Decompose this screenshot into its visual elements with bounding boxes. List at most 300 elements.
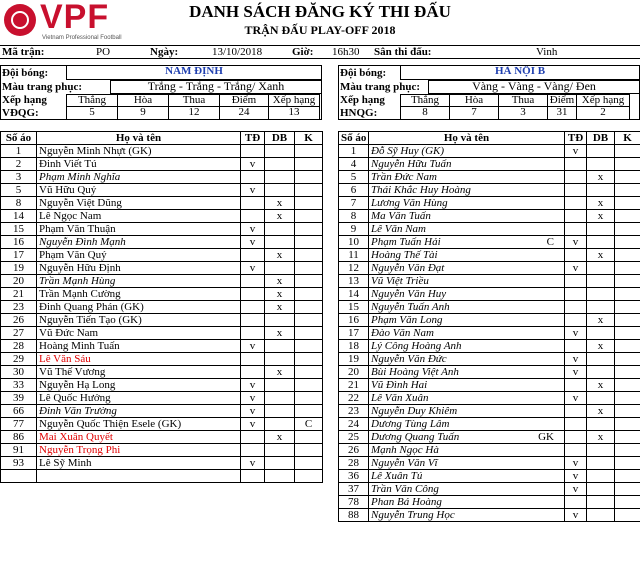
td-mark (241, 444, 265, 457)
shirt-number: 77 (1, 418, 37, 431)
shirt-number: 15 (339, 301, 369, 314)
db-mark (587, 236, 615, 249)
right-stats-header: Thắng (400, 94, 450, 107)
shirt-number: 24 (339, 418, 369, 431)
player-name: Mạnh Ngọc Hà (371, 443, 439, 456)
table-row (339, 223, 640, 236)
td-mark (241, 275, 265, 288)
left-stats-value: 12 (168, 106, 220, 120)
player-name-cell (37, 184, 241, 197)
left-team-name-cell (66, 66, 322, 80)
player-name-cell (369, 405, 565, 418)
table-row (339, 405, 640, 418)
shirt-number: 33 (1, 379, 37, 392)
td-mark (241, 145, 265, 158)
table-row (339, 379, 640, 392)
td-mark (565, 288, 587, 301)
table-row (339, 366, 640, 379)
k-mark (295, 184, 323, 197)
shirt-number: 20 (339, 366, 369, 379)
player-name-cell (37, 145, 241, 158)
db-mark (587, 483, 615, 496)
player-name: Thái Khắc Huy Hoàng (371, 183, 471, 196)
k-mark (615, 223, 640, 236)
db-mark (265, 314, 295, 327)
td-mark: v (565, 392, 587, 405)
db-mark: x (587, 379, 615, 392)
td-mark (241, 301, 265, 314)
k-mark (615, 171, 640, 184)
td-mark (565, 314, 587, 327)
player-name: Lê Xuân Tú (371, 469, 423, 482)
shirt-number: 86 (1, 431, 37, 444)
player-name-cell (369, 444, 565, 457)
match-date-label: Ngày: (150, 46, 179, 58)
player-name-cell (369, 184, 565, 197)
shirt-number: 9 (339, 223, 369, 236)
shirt-number: 15 (1, 223, 37, 236)
player-name-cell (369, 327, 565, 340)
table-row (339, 275, 640, 288)
td-mark: v (241, 405, 265, 418)
player-name: Đỗ Sỹ Huy (GK) (371, 144, 445, 157)
db-mark (587, 327, 615, 340)
shirt-number: 3 (1, 171, 37, 184)
db-mark (265, 392, 295, 405)
shirt-number: 91 (1, 444, 37, 457)
db-mark (587, 262, 615, 275)
k-mark (295, 444, 323, 457)
shirt-number: 39 (1, 392, 37, 405)
db-mark (265, 418, 295, 431)
match-time: 16h30 (332, 46, 360, 58)
k-mark (295, 392, 323, 405)
shirt-number: 36 (339, 470, 369, 483)
shirt-number (1, 470, 37, 483)
table-row (1, 171, 323, 184)
player-name-cell (369, 431, 565, 444)
db-mark (587, 470, 615, 483)
player-name: Nguyễn Hữu Tuấn (371, 157, 452, 170)
k-mark: C (295, 418, 323, 431)
shirt-number: 30 (1, 366, 37, 379)
player-name: Phạm Văn Quý (39, 248, 107, 261)
td-mark: v (241, 379, 265, 392)
player-name-cell (37, 340, 241, 353)
player-name: Trần Văn Công (371, 482, 439, 495)
table-row (339, 418, 640, 431)
player-name: Nguyễn Văn Huy (371, 287, 447, 300)
player-name-cell (37, 418, 241, 431)
player-name-cell (369, 288, 565, 301)
db-mark (265, 353, 295, 366)
table-row (1, 314, 323, 327)
player-name-cell (369, 353, 565, 366)
td-mark (241, 353, 265, 366)
table-row (1, 340, 323, 353)
left-player-table (0, 131, 323, 483)
player-name-cell (37, 275, 241, 288)
db-mark (587, 509, 615, 522)
left-league-label: VĐQG: (2, 107, 39, 119)
player-name-cell (37, 444, 241, 457)
table-row (1, 262, 323, 275)
db-mark (587, 223, 615, 236)
table-row (1, 431, 323, 444)
table-row (339, 145, 640, 158)
db-mark: x (587, 340, 615, 353)
shirt-number: 2 (1, 158, 37, 171)
shirt-number: 17 (1, 249, 37, 262)
td-mark (241, 249, 265, 262)
player-name: Nguyễn Quốc Thiện Esele (GK) (39, 417, 182, 430)
player-name-cell (37, 171, 241, 184)
db-mark (265, 470, 295, 483)
right-stats-header: Hòa (449, 94, 499, 107)
shirt-number: 29 (1, 353, 37, 366)
player-name: Ma Văn Tuấn (371, 209, 431, 222)
td-mark (565, 223, 587, 236)
player-name-cell (369, 483, 565, 496)
player-name: Lý Công Hoàng Anh (371, 339, 462, 352)
shirt-number: 14 (339, 288, 369, 301)
db-mark: x (265, 288, 295, 301)
player-name-cell (37, 470, 241, 483)
db-mark (587, 392, 615, 405)
shirt-number: 25 (339, 431, 369, 444)
player-name-cell (369, 223, 565, 236)
k-mark (295, 301, 323, 314)
td-mark (565, 496, 587, 509)
player-name-cell (37, 392, 241, 405)
player-name: Vũ Hữu Quý (39, 183, 97, 196)
shirt-number: 18 (339, 340, 369, 353)
right-stats-header: Điểm (547, 94, 577, 107)
td-mark (565, 340, 587, 353)
player-name-cell (37, 249, 241, 262)
player-name: Dương Quang Tuấn (371, 430, 460, 443)
column-header: Họ và tên (37, 132, 241, 145)
player-name-cell (369, 379, 565, 392)
player-name-cell (37, 288, 241, 301)
player-name-cell (369, 197, 565, 210)
player-name: Bùi Hoàng Việt Anh (371, 365, 459, 378)
td-mark: v (241, 457, 265, 470)
right-team-name: HÀ NỘI B (494, 66, 546, 77)
match-code-label: Mã trận: (2, 46, 45, 58)
k-mark (295, 288, 323, 301)
left-stats-value: 5 (66, 106, 118, 120)
k-mark (615, 496, 640, 509)
shirt-number: 93 (1, 457, 37, 470)
td-mark (565, 171, 587, 184)
player-name: Vũ Đình Hai (371, 378, 428, 391)
db-mark (265, 158, 295, 171)
table-row (1, 184, 323, 197)
player-name: Lê Văn Sáu (39, 352, 91, 365)
player-name-cell (369, 314, 565, 327)
db-mark (587, 275, 615, 288)
shirt-number: 23 (1, 301, 37, 314)
table-row (1, 288, 323, 301)
td-mark: v (565, 483, 587, 496)
db-mark (587, 457, 615, 470)
k-mark (615, 379, 640, 392)
k-mark (295, 431, 323, 444)
right-stats-value: 7 (449, 106, 499, 120)
td-mark: v (565, 353, 587, 366)
td-mark (565, 379, 587, 392)
db-mark (265, 457, 295, 470)
player-name: Phan Bá Hoàng (371, 495, 442, 508)
right-league-label: HNQG: (340, 107, 378, 119)
right-team-label: Đội bóng: (340, 67, 387, 79)
k-mark (615, 457, 640, 470)
player-name: Nguyễn Duy Khiêm (371, 404, 458, 417)
shirt-number: 1 (1, 145, 37, 158)
shirt-number: 1 (339, 145, 369, 158)
shirt-number: 26 (1, 314, 37, 327)
db-mark: x (587, 314, 615, 327)
player-tag: C (546, 235, 554, 248)
db-mark (265, 223, 295, 236)
k-mark (295, 262, 323, 275)
table-row (1, 327, 323, 340)
k-mark (295, 171, 323, 184)
player-name-cell (369, 171, 565, 184)
k-mark (295, 275, 323, 288)
td-mark (565, 197, 587, 210)
db-mark (265, 145, 295, 158)
player-name-cell (369, 470, 565, 483)
player-name: Nguyễn Trung Học (371, 508, 455, 521)
k-mark (615, 392, 640, 405)
left-stats-header: Hòa (117, 94, 169, 107)
db-mark: x (265, 210, 295, 223)
db-mark: x (265, 431, 295, 444)
right-stats-value: 31 (547, 106, 577, 120)
k-mark (615, 210, 640, 223)
player-name: Trần Mạnh Hùng (39, 274, 116, 287)
player-name-cell (369, 210, 565, 223)
right-player-table (338, 131, 640, 522)
k-mark (295, 158, 323, 171)
db-mark (265, 379, 295, 392)
column-header: TĐ (241, 132, 265, 145)
td-mark (565, 418, 587, 431)
player-name-cell (37, 197, 241, 210)
db-mark (265, 184, 295, 197)
td-mark (241, 314, 265, 327)
player-name-cell (37, 366, 241, 379)
page-subtitle: TRẬN ĐẤU PLAY-OFF 2018 (244, 23, 396, 37)
player-name: Nguyễn Trọng Phi (39, 443, 121, 456)
k-mark (615, 483, 640, 496)
left-stats-header: Xếp hạng (268, 94, 320, 107)
k-mark (615, 418, 640, 431)
table-header (1, 132, 323, 145)
td-mark: v (565, 145, 587, 158)
k-mark (295, 457, 323, 470)
table-row (1, 392, 323, 405)
table-row (339, 457, 640, 470)
db-mark (265, 340, 295, 353)
player-name-cell (369, 418, 565, 431)
player-name: Phạm Văn Long (371, 313, 443, 326)
shirt-number: 13 (339, 275, 369, 288)
table-row (339, 314, 640, 327)
right-stats-value: 2 (576, 106, 630, 120)
db-mark: x (265, 249, 295, 262)
table-row (339, 171, 640, 184)
shirt-number: 78 (339, 496, 369, 509)
shirt-number: 16 (339, 314, 369, 327)
td-mark (241, 431, 265, 444)
player-name: Nguyễn Minh Nhựt (GK) (39, 144, 152, 157)
player-name-cell (37, 457, 241, 470)
k-mark (615, 145, 640, 158)
table-row (339, 496, 640, 509)
player-name-cell (37, 236, 241, 249)
player-name-cell (369, 158, 565, 171)
table-row (1, 158, 323, 171)
table-row (339, 327, 640, 340)
player-name-cell (37, 405, 241, 418)
k-mark (615, 236, 640, 249)
td-mark (241, 327, 265, 340)
right-stats-value: 8 (400, 106, 450, 120)
player-name-cell (37, 262, 241, 275)
db-mark: x (265, 327, 295, 340)
shirt-number: 16 (1, 236, 37, 249)
db-mark (587, 366, 615, 379)
shirt-number: 66 (1, 405, 37, 418)
player-name-cell (37, 223, 241, 236)
column-header: TĐ (565, 132, 587, 145)
shirt-number: 8 (1, 197, 37, 210)
td-mark: v (241, 262, 265, 275)
shirt-number: 20 (1, 275, 37, 288)
k-mark (615, 262, 640, 275)
table-row (339, 288, 640, 301)
logo-text: VPF (40, 0, 110, 36)
stadium: Vinh (536, 46, 558, 58)
td-mark: v (565, 509, 587, 522)
shirt-number: 5 (1, 184, 37, 197)
player-name: Lê Văn Xuân (371, 391, 429, 404)
k-mark (615, 431, 640, 444)
column-header: Số áo (339, 132, 369, 145)
player-name: Vũ Việt Triều (371, 274, 429, 287)
td-mark (565, 210, 587, 223)
column-header: K (295, 132, 323, 145)
td-mark (565, 431, 587, 444)
td-mark (565, 444, 587, 457)
td-mark (565, 184, 587, 197)
player-name: Phạm Minh Nghĩa (39, 170, 121, 183)
player-name: Nguyễn Tiến Tạo (GK) (39, 313, 142, 326)
shirt-number: 28 (339, 457, 369, 470)
player-name: Đinh Văn Trường (39, 404, 117, 417)
player-name-cell (369, 145, 565, 158)
td-mark (241, 210, 265, 223)
k-mark (615, 444, 640, 457)
player-name: Nguyễn Đình Mạnh (39, 235, 126, 248)
left-stats-value: 9 (117, 106, 169, 120)
right-kit-label: Màu trang phục: (340, 81, 421, 93)
k-mark (295, 366, 323, 379)
db-mark: x (587, 405, 615, 418)
player-name: Lê Ngọc Nam (39, 209, 102, 222)
k-mark (615, 184, 640, 197)
table-row (339, 470, 640, 483)
table-row (1, 236, 323, 249)
player-name-cell (369, 366, 565, 379)
table-row (339, 158, 640, 171)
player-name: Dương Tùng Lâm (371, 417, 450, 430)
player-name-cell (37, 301, 241, 314)
td-mark: v (565, 327, 587, 340)
player-name-cell (369, 262, 565, 275)
shirt-number: 17 (339, 327, 369, 340)
player-name: Lê Quốc Hưởng (39, 391, 111, 404)
k-mark (615, 405, 640, 418)
table-row (1, 444, 323, 457)
shirt-number: 7 (339, 197, 369, 210)
table-row (1, 197, 323, 210)
table-row (339, 210, 640, 223)
k-mark (615, 327, 640, 340)
left-stats-value: 13 (268, 106, 320, 120)
k-mark (615, 288, 640, 301)
k-mark (295, 327, 323, 340)
k-mark (615, 353, 640, 366)
k-mark (295, 145, 323, 158)
k-mark (615, 340, 640, 353)
shirt-number: 14 (1, 210, 37, 223)
shirt-number: 37 (339, 483, 369, 496)
td-mark: v (241, 392, 265, 405)
shirt-number: 5 (339, 171, 369, 184)
table-row (1, 418, 323, 431)
player-name-cell (37, 314, 241, 327)
db-mark: x (587, 210, 615, 223)
player-name-cell (369, 236, 565, 249)
player-name-cell (369, 392, 565, 405)
table-row (339, 392, 640, 405)
table-row (339, 444, 640, 457)
table-row (339, 431, 640, 444)
db-mark: x (265, 301, 295, 314)
table-row (1, 366, 323, 379)
player-name: Lê Văn Nam (371, 222, 426, 235)
db-mark (587, 184, 615, 197)
player-name: Phạm Tuấn Hải (371, 235, 441, 248)
match-code: PO (96, 46, 111, 58)
k-mark (615, 275, 640, 288)
k-mark (295, 223, 323, 236)
db-mark (587, 418, 615, 431)
td-mark: v (565, 262, 587, 275)
db-mark (587, 288, 615, 301)
column-header: K (615, 132, 640, 145)
k-mark (615, 509, 640, 522)
db-mark (587, 301, 615, 314)
td-mark: v (565, 470, 587, 483)
db-mark (265, 405, 295, 418)
shirt-number: 88 (339, 509, 369, 522)
td-mark (565, 275, 587, 288)
